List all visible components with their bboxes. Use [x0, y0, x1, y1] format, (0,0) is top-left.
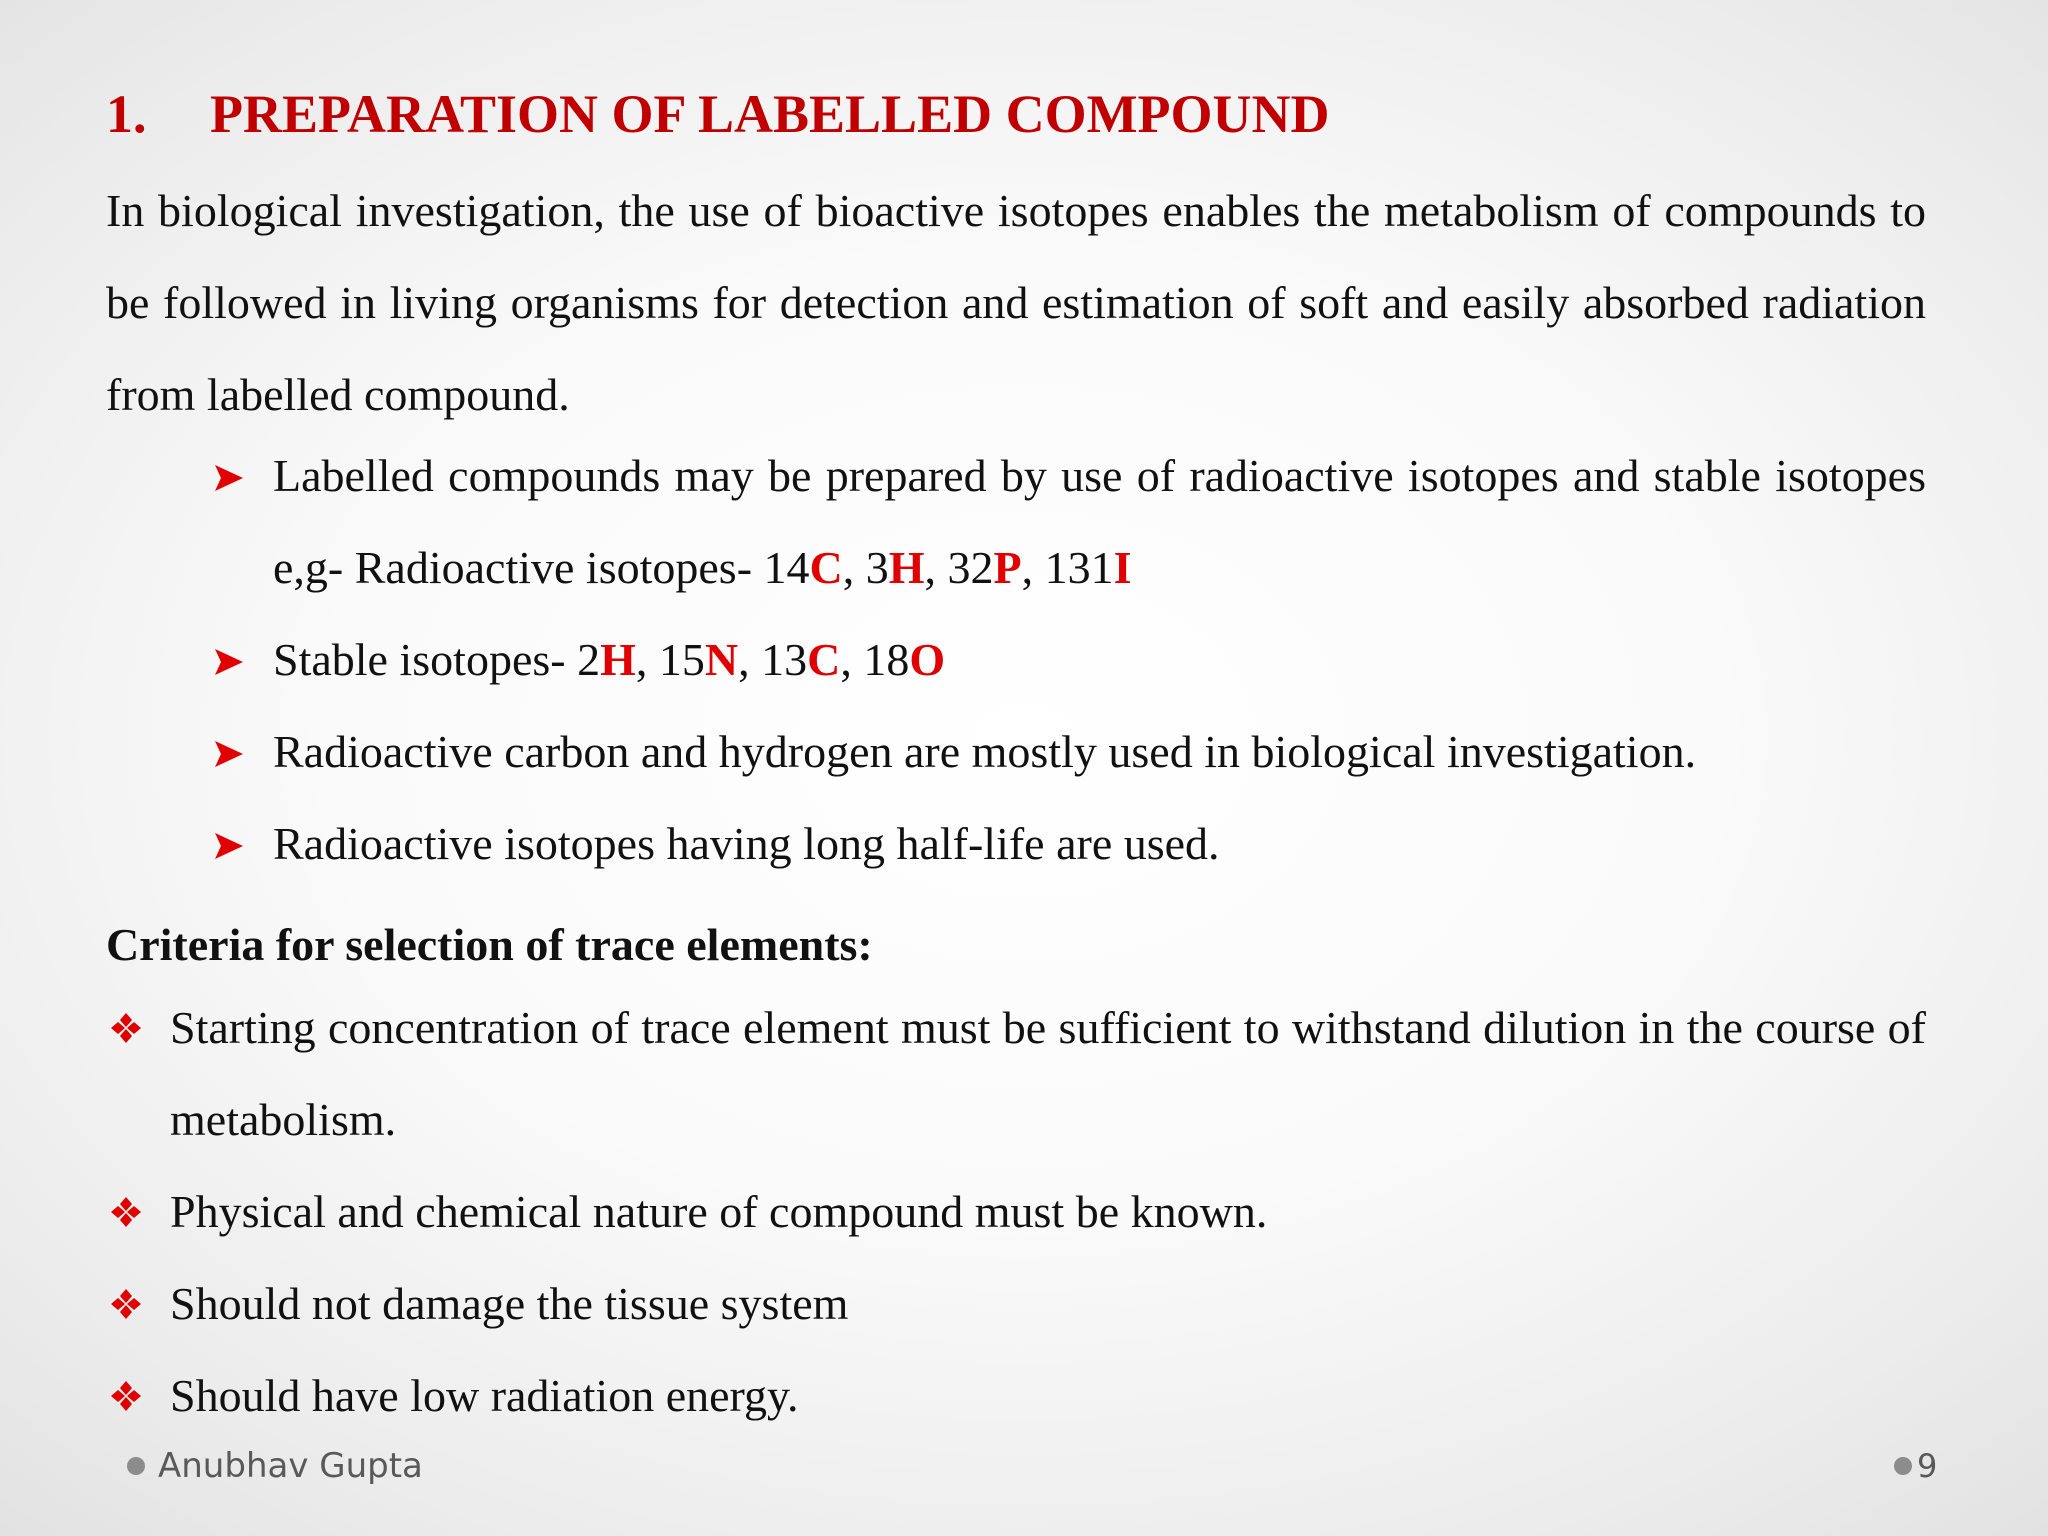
criteria-text: Physical and chemical nature of compound must be known. — [170, 1186, 1268, 1237]
isotope-mass-number: 3 — [865, 542, 889, 593]
bullet-text: Labelled compounds may be prepared by use of radioactive isotopes and stable isotopes e,g- Radioactive isotopes- — [273, 450, 1926, 593]
intro-paragraph: In biological investigation, the use of bioactive isotopes enables the metabolism of compounds to be followed in living organisms for detection and estimation of soft and easily absorbed radiation from labelled compound. — [106, 185, 1926, 420]
separator: , — [738, 634, 762, 685]
element-symbol: C — [809, 542, 843, 593]
title-number: 1. — [106, 84, 147, 144]
four-diamond-bullet-icon — [110, 1380, 142, 1412]
four-diamond-bullet-icon — [110, 1288, 142, 1320]
list-item — [106, 1258, 1926, 1350]
arrowhead-bullet-icon — [214, 831, 244, 861]
isotope-bullet-list — [212, 430, 1926, 890]
slide-title — [106, 82, 1330, 146]
isotope-mass-number: 15 — [658, 634, 705, 685]
arrowhead-bullet-icon — [214, 463, 244, 493]
list-item — [106, 1350, 1926, 1442]
isotope-mass-number: 14 — [763, 542, 810, 593]
criteria-list — [106, 982, 1926, 1442]
list-item — [106, 1166, 1926, 1258]
arrowhead-bullet-icon — [214, 739, 244, 769]
bullet-text: Radioactive carbon and hydrogen are mostly used in biological investigation. — [273, 726, 1697, 777]
element-symbol: C — [807, 634, 841, 685]
arrowhead-bullet-icon — [214, 647, 244, 677]
element-symbol: P — [993, 542, 1022, 593]
four-diamond-bullet-icon — [110, 1196, 142, 1228]
element-symbol: H — [600, 634, 636, 685]
isotope-mass-number: 2 — [577, 634, 601, 685]
page-dot-icon — [1894, 1457, 1912, 1475]
element-symbol: N — [704, 634, 739, 685]
element-symbol: O — [909, 634, 946, 685]
separator: , — [842, 542, 866, 593]
element-symbol: H — [888, 542, 925, 593]
isotope-mass-number: 13 — [761, 634, 808, 685]
criteria-text: Should not damage the tissue system — [170, 1278, 849, 1329]
list-item — [212, 706, 1926, 798]
author-name: Anubhav Gupta — [158, 1446, 423, 1486]
criteria-heading: Criteria for selection of trace elements: — [106, 919, 873, 970]
criteria-text: Starting concentration of trace element must be sufficient to withstand dilution in the course of metabolism. — [170, 1002, 1926, 1145]
separator: , — [635, 634, 659, 685]
separator: , — [840, 634, 864, 685]
list-item — [212, 430, 1926, 614]
four-diamond-bullet-icon — [110, 1012, 142, 1044]
criteria-text: Should have low radiation energy. — [170, 1370, 799, 1421]
separator: , — [924, 542, 948, 593]
footer-author — [128, 1444, 423, 1488]
bullet-text: Radioactive isotopes having long half-life are used. — [273, 818, 1220, 869]
bullet-text: Stable isotopes- — [273, 634, 578, 685]
element-symbol: I — [1113, 542, 1132, 593]
separator: , — [1021, 542, 1045, 593]
page-number: 9 — [1917, 1447, 1938, 1485]
isotope-mass-number: 131 — [1044, 542, 1114, 593]
list-item — [212, 614, 1926, 706]
list-item — [106, 982, 1926, 1166]
isotope-mass-number: 32 — [947, 542, 994, 593]
title-text: PREPARATION OF LABELLED COMPOUND — [210, 84, 1330, 144]
list-item — [212, 798, 1926, 890]
isotope-mass-number: 18 — [863, 634, 910, 685]
